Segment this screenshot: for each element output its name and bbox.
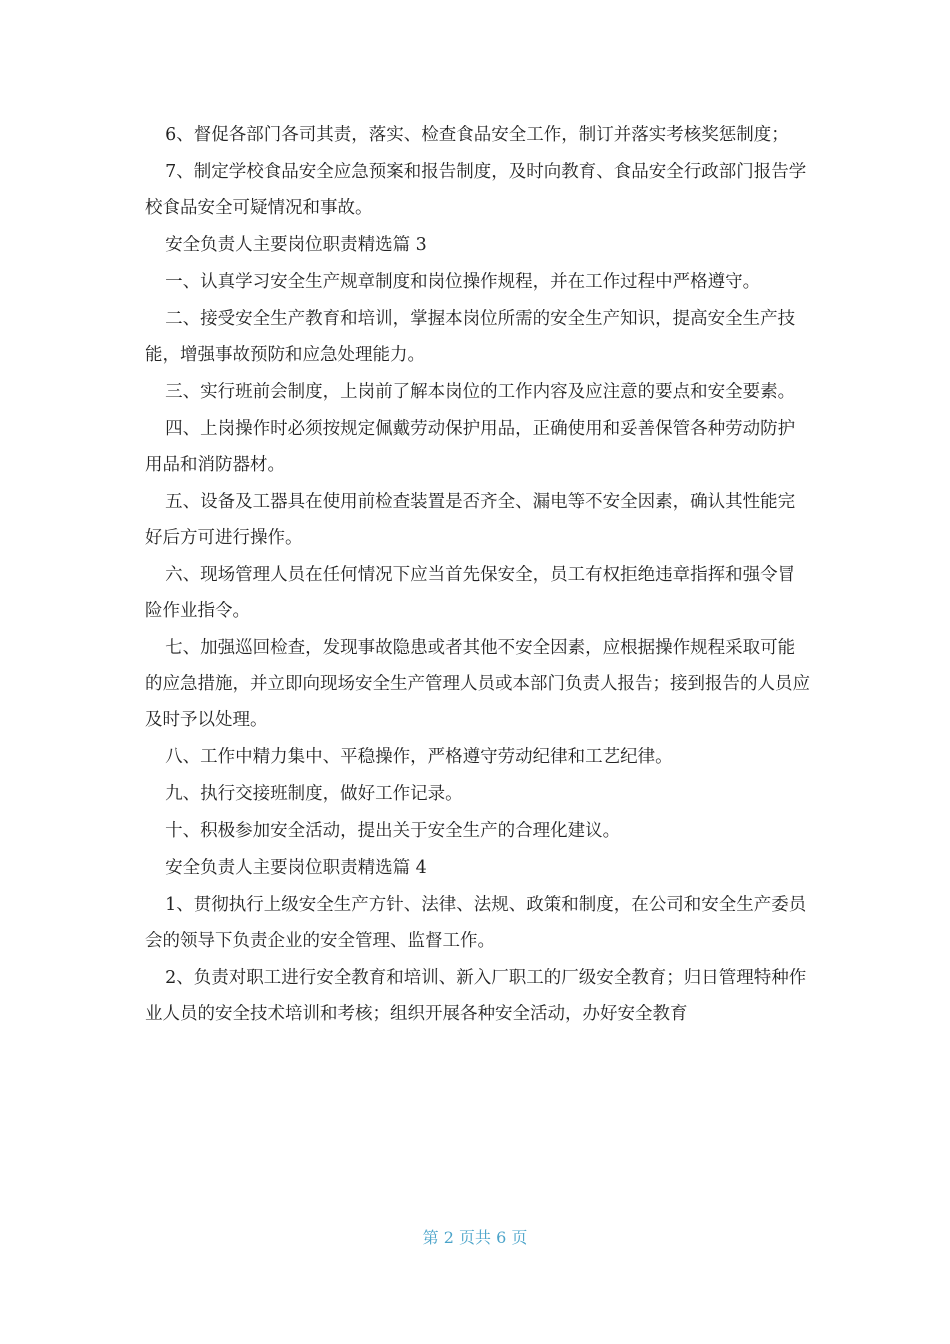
- section-heading: 安全负责人主要岗位职责精选篇 4: [165, 858, 427, 878]
- paragraph: 四、上岗操作时必须按规定佩戴劳动保护用品，正确使用和妥善保管各种劳动防护用品和消防器材。: [145, 419, 796, 475]
- page-number-footer: 第 2 页共 6 页: [422, 1228, 528, 1247]
- paragraph: 6、督促各部门各司其责，落实、检查食品安全工作，制订并落实考核奖惩制度；: [165, 125, 789, 145]
- paragraph: 六、现场管理人员在任何情况下应当首先保安全，员工有权拒绝违章指挥和强令冒险作业指令。: [145, 565, 796, 621]
- paragraph: 1、贯彻执行上级安全生产方针、法律、法规、政策和制度，在公司和安全生产委员会的领导下负责企业的安全管理、监督工作。: [145, 895, 807, 951]
- paragraph: 二、接受安全生产教育和培训，掌握本岗位所需的安全生产知识，提高安全生产技能，增强事故预防和应急处理能力。: [145, 309, 796, 365]
- paragraph: 八、工作中精力集中、平稳操作，严格遵守劳动纪律和工艺纪律。: [165, 747, 673, 767]
- paragraph: 五、设备及工器具在使用前检查装置是否齐全、漏电等不安全因素，确认其性能完好后方可进行操作。: [145, 492, 796, 548]
- paragraph: 2、负责对职工进行安全教育和培训、新入厂职工的厂级安全教育；归日管理特种作业人员的安全技术培训和考核；组织开展各种安全活动，办好安全教育: [145, 968, 807, 1024]
- paragraph: 三、实行班前会制度，上岗前了解本岗位的工作内容及应注意的要点和安全要素。: [165, 382, 796, 402]
- paragraph: 7、制定学校食品安全应急预案和报告制度，及时向教育、食品安全行政部门报告学校食品安全可疑情况和事故。: [145, 162, 807, 218]
- document-body: [145, 117, 810, 1033]
- paragraph: 一、认真学习安全生产规章制度和岗位操作规程，并在工作过程中严格遵守。: [165, 272, 761, 292]
- paragraph: 七、加强巡回检查，发现事故隐患或者其他不安全因素，应根据操作规程采取可能的应急措施，并立即向现场安全生产管理人员或本部门负责人报告；接到报告的人员应及时予以处理。: [145, 638, 810, 730]
- paragraph: 十、积极参加安全活动，提出关于安全生产的合理化建议。: [165, 821, 621, 841]
- section-heading: 安全负责人主要岗位职责精选篇 3: [165, 235, 427, 255]
- paragraph: 九、执行交接班制度，做好工作记录。: [165, 784, 463, 804]
